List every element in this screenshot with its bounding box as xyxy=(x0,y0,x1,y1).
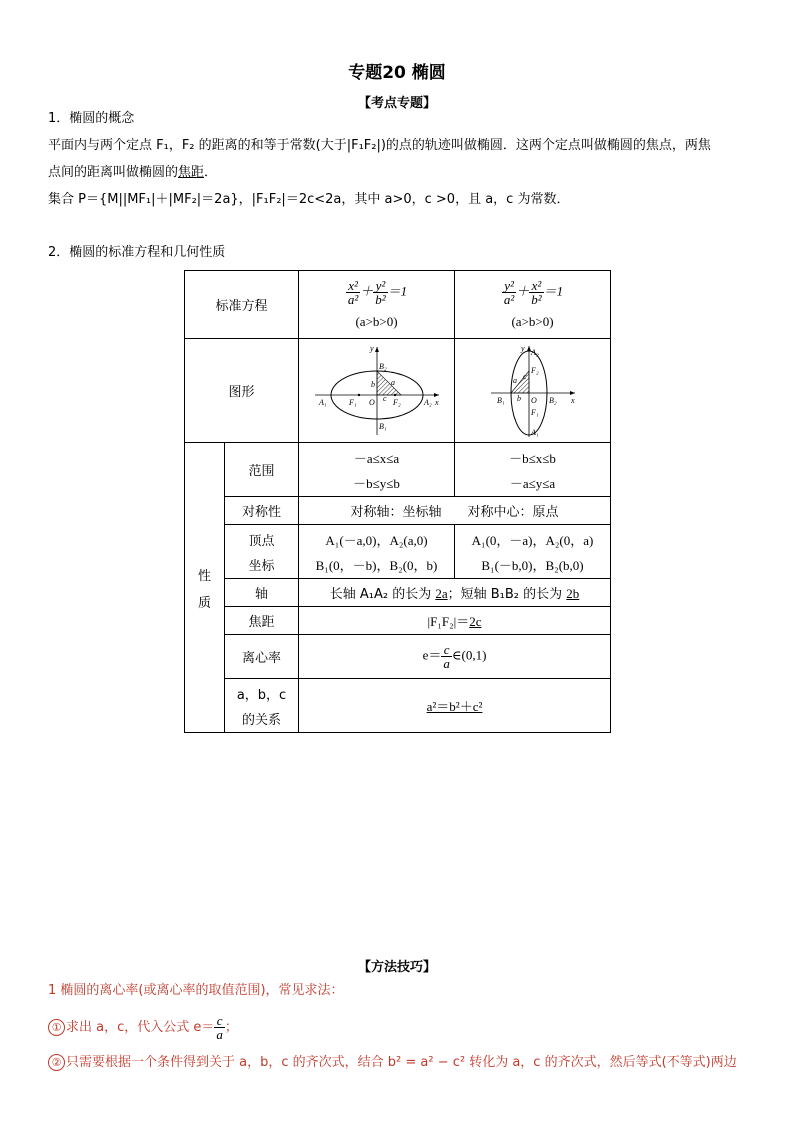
row-relation xyxy=(185,679,611,733)
fig2-label-O: O xyxy=(530,395,537,405)
label-axis: 轴 xyxy=(225,579,299,607)
circled-one: ① xyxy=(48,1019,65,1036)
fig2-label-B2: B₂ xyxy=(548,395,557,405)
row-range xyxy=(185,443,611,497)
item1-line2 xyxy=(48,162,217,184)
ellipse-vertical-figure xyxy=(483,343,583,439)
ecc-pre: e＝ xyxy=(422,647,442,663)
vertices2-b: B₁(－b,0)，B₂(b,0) xyxy=(481,557,584,573)
eq2-condition: (a>b>0) xyxy=(511,314,554,329)
fig1-label-c: c xyxy=(382,393,387,403)
fig2-label-F1: F₁ xyxy=(530,407,539,417)
row-vertices xyxy=(185,525,611,579)
circled-two: ② xyxy=(48,1054,65,1071)
eccentricity-value xyxy=(299,635,611,679)
fig1-label-A2: A₂ xyxy=(423,397,432,407)
fig2-label-a: a xyxy=(512,375,517,385)
method-line3 xyxy=(48,1052,778,1074)
range2-x: －b≤x≤b xyxy=(509,450,556,466)
method-line2-pre: 求出 a，c，代入公式 e＝ xyxy=(66,1020,215,1035)
item1-line2-pre: 点间的距离叫做椭圆的 xyxy=(48,165,179,180)
fig2-label-F2: F₂ xyxy=(530,365,539,375)
axis-pre: 长轴 A₁A₂ 的长为 xyxy=(329,587,436,602)
eq2-num2: x² xyxy=(529,279,543,293)
eq1-condition: (a>b>0) xyxy=(355,314,398,329)
fig2-label-x: x xyxy=(570,395,575,405)
item1-line3: 集合 P＝{M||MF₁|＋|MF₂|＝2a}，|F₁F₂|＝2c<2a，其中 a>0，c >0，且 a，c 为常数． xyxy=(48,192,570,207)
fig2-label-y: y xyxy=(520,343,525,353)
item1-line1: 平面内与两个定点 F₁，F₂ 的距离的和等于常数(大于|F₁F₂|)的点的轨迹叫做椭圆．这两个定点叫做椭圆的焦点，两焦 xyxy=(48,138,711,153)
page-title: 专题20 椭圆 xyxy=(348,63,446,83)
range-horizontal xyxy=(299,443,455,497)
label-properties xyxy=(185,443,225,733)
eq1-den2: b² xyxy=(375,292,386,307)
item2-heading: 2．椭圆的标准方程和几何性质 xyxy=(48,245,226,260)
axis-mid: ；短轴 B₁B₂ 的长为 xyxy=(447,587,567,602)
relation-value: a²＝b²＋c² xyxy=(299,679,611,733)
vertices-horizontal xyxy=(299,525,455,579)
row-symmetry xyxy=(185,497,611,525)
eq1-den1: a² xyxy=(347,292,359,307)
item1-heading: 1．椭圆的概念 xyxy=(48,111,135,126)
fig2-label-b: b xyxy=(516,393,521,403)
focal-value xyxy=(299,607,611,635)
axis-major-length: 2a xyxy=(435,586,448,601)
eq2-rhs: ＝1 xyxy=(543,283,564,299)
section-header-method: 【方法技巧】 xyxy=(357,960,436,975)
item1-line2-underlined: 焦距 xyxy=(178,165,205,180)
axis-value xyxy=(299,579,611,607)
method-frac-num: c xyxy=(214,1014,225,1028)
section-header-kaodian: 【考点专题】 xyxy=(357,96,436,111)
row-eccentricity xyxy=(185,635,611,679)
range-vertical xyxy=(455,443,611,497)
ecc-post: ∈(0,1) xyxy=(451,647,487,663)
fig2-label-A1: A₁ xyxy=(530,427,539,437)
method-frac-den: a xyxy=(216,1027,223,1042)
label-relation xyxy=(225,679,299,733)
fig1-label-B1: B₁ xyxy=(378,421,387,431)
axis-minor-length: 2b xyxy=(566,586,580,601)
label-standard-equation: 标准方程 xyxy=(185,271,299,339)
row-focal xyxy=(185,607,611,635)
row-axis xyxy=(185,579,611,607)
fig1-label-F2: F₂ xyxy=(392,397,401,407)
label-properties-char2: 质 xyxy=(197,595,211,611)
item1-line2-post: ． xyxy=(204,165,218,180)
fig1-label-b: b xyxy=(370,379,375,389)
label-range: 范围 xyxy=(225,443,299,497)
eq-vertical: $\frac{\text{y²}}{\text{a²}}$ ＋ $\frac{\text{x²}}{\text{b²}}$ ＝1 (a>b>0) xyxy=(455,271,611,339)
row-figure xyxy=(185,339,611,443)
label-vertices-1: 顶点 xyxy=(248,533,275,549)
figure-vertical-cell xyxy=(455,339,611,443)
vertices-vertical xyxy=(455,525,611,579)
vertices1-b: B₁(0，－b)，B₂(0，b) xyxy=(315,557,438,573)
eq1-num2: y² xyxy=(373,279,387,293)
fig1-label-a: a xyxy=(390,377,395,387)
row-standard-equation xyxy=(185,271,611,339)
eq1-num1: x² xyxy=(346,279,360,293)
label-figure: 图形 xyxy=(185,339,299,443)
eq2-num1: y² xyxy=(502,279,516,293)
fig1-label-O: O xyxy=(368,397,375,407)
fig2-label-B1: B₁ xyxy=(496,395,505,405)
figure-horizontal-cell xyxy=(299,339,455,443)
ecc-den: a xyxy=(443,656,450,671)
label-eccentricity: 离心率 xyxy=(225,635,299,679)
fig1-label-x: x xyxy=(434,397,439,407)
label-focal: 焦距 xyxy=(225,607,299,635)
range1-y: －b≤y≤b xyxy=(353,475,400,491)
fig1-label-B2: B₂ xyxy=(378,361,387,371)
fig2-label-c: c xyxy=(522,371,527,381)
eq2-den2: b² xyxy=(531,292,542,307)
focal-pre: |F₁F₂|＝ xyxy=(427,614,470,629)
vertices2-a: A₁(0，－a)，A₂(0，a) xyxy=(471,532,594,548)
label-vertices xyxy=(225,525,299,579)
eq1-rhs: ＝1 xyxy=(387,283,408,299)
label-vertices-2: 坐标 xyxy=(248,558,275,574)
label-symmetry: 对称性 xyxy=(225,497,299,525)
fig1-label-F1: F₁ xyxy=(348,397,357,407)
ellipse-properties-table xyxy=(184,270,611,733)
fig2-label-A2: A₂ xyxy=(530,347,539,357)
method-line3-text: 只需要根据一个条件得到关于 a，b，c 的齐次式，结合 b² = a² − c² 转化为 a，c 的齐次式，然后等式(不等式)两边 xyxy=(66,1055,737,1070)
ecc-num: c xyxy=(441,643,452,657)
range1-x: －a≤x≤a xyxy=(353,450,400,466)
symmetry-value: 对称轴：坐标轴 对称中心：原点 xyxy=(299,497,611,525)
ellipse-horizontal-figure xyxy=(307,343,447,439)
range2-y: －a≤y≤a xyxy=(509,475,556,491)
fig1-label-A1: A₁ xyxy=(318,397,327,407)
vertices1-a: A₁(－a,0)，A₂(a,0) xyxy=(325,532,428,548)
method-line2 xyxy=(48,1014,238,1041)
method-line2-post: ； xyxy=(224,1020,238,1035)
eq2-den1: a² xyxy=(503,292,515,307)
label-relation-1: a，b，c xyxy=(236,687,287,703)
fig1-label-y: y xyxy=(369,343,374,353)
focal-length: 2c xyxy=(469,614,482,629)
label-relation-2: 的关系 xyxy=(242,712,282,728)
method-line1: 1 椭圆的离心率(或离心率的取值范围)，常见求法： xyxy=(48,983,344,998)
eq-horizontal: $\frac{\text{x²}}{\text{a²}}$ ＋ $\frac{\text{y²}}{\text{b²}}$ ＝1 (a>b>0) xyxy=(299,271,455,339)
label-properties-char1: 性 xyxy=(197,568,211,584)
